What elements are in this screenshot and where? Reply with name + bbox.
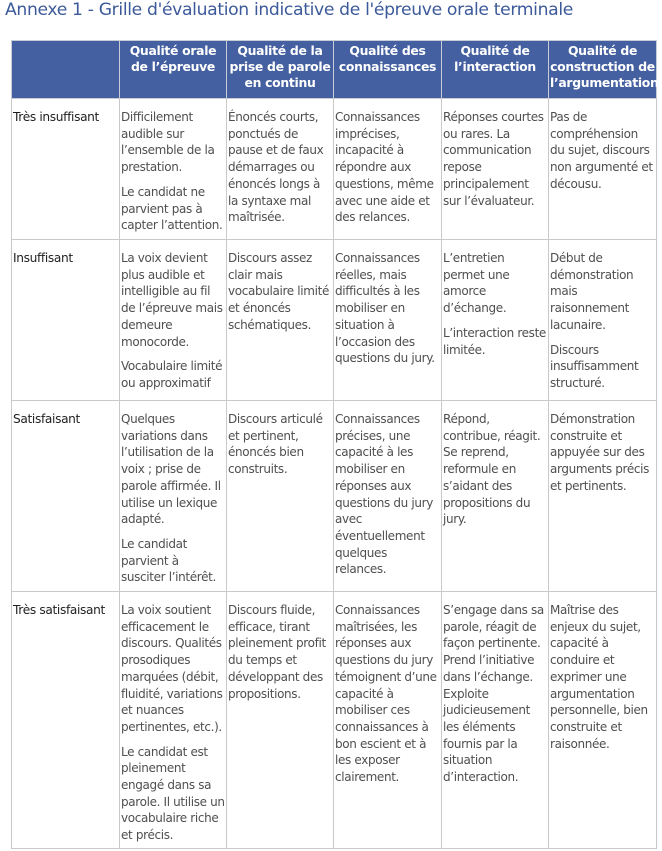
header-knowledge-quality: Qualité des connaissances bbox=[334, 41, 442, 99]
cell-paragraph: Répond, contribue, réagit. Se reprend, reformule en s’aidant des propositions du jury. bbox=[443, 412, 541, 527]
cell-paragraph: Connaissances réelles, mais difficultés à les mobiliser en situation à l’occasion des questions du jury. bbox=[335, 251, 435, 366]
header-corner-cell bbox=[12, 41, 120, 99]
table-row-tres-insuffisant bbox=[12, 99, 657, 240]
criterion-cell bbox=[549, 592, 657, 849]
header-oral-quality: Qualité orale de l’épreuve bbox=[120, 41, 227, 99]
header-continuous-speech-quality: Qualité de la prise de parole en continu bbox=[227, 41, 334, 99]
criterion-cell bbox=[334, 240, 442, 401]
cell-paragraph: Discours fluide, efficace, tirant pleinement profit du temps et développant des propositions. bbox=[228, 603, 326, 701]
criterion-cell bbox=[442, 99, 549, 240]
cell-paragraph: Maîtrise des enjeux du sujet, capacité à conduire et exprimer une argumentation personnelle, bien construite et raisonnée. bbox=[550, 603, 648, 751]
evaluation-grid-table bbox=[11, 40, 657, 849]
criterion-cell bbox=[442, 240, 549, 401]
criterion-cell bbox=[442, 401, 549, 592]
table-row-insuffisant bbox=[12, 240, 657, 401]
cell-paragraph: Vocabulaire limité ou approximatif bbox=[121, 359, 223, 390]
cell-paragraph: Connaissances imprécises, incapacité à répondre aux questions, même avec une aide et des relances. bbox=[335, 110, 434, 225]
cell-paragraph: Le candidat est pleinement engagé dans sa parole. Il utilise un vocabulaire riche et précis. bbox=[121, 744, 225, 843]
cell-paragraph: Le candidat ne parvient pas à capter l’attention. bbox=[121, 184, 223, 233]
level-label-cell: Satisfaisant bbox=[12, 401, 120, 592]
level-label-cell: Insuffisant bbox=[12, 240, 120, 401]
level-label-cell: Très satisfaisant bbox=[12, 592, 120, 849]
criterion-cell bbox=[227, 99, 334, 240]
cell-paragraph: Début de démonstration mais raisonnement lacunaire. bbox=[550, 251, 634, 332]
table-row-satisfaisant bbox=[12, 401, 657, 592]
criterion-cell bbox=[120, 99, 227, 240]
table-row-tres-satisfaisant bbox=[12, 592, 657, 849]
cell-paragraph: Discours assez clair mais vocabulaire limité et énoncés schématiques. bbox=[228, 251, 329, 332]
cell-paragraph: L’interaction reste limitée. bbox=[443, 325, 546, 357]
criterion-cell bbox=[549, 240, 657, 401]
criterion-cell bbox=[442, 592, 549, 849]
document-title: Annexe 1 - Grille d'évaluation indicative de l'épreuve orale terminale bbox=[5, 0, 573, 20]
cell-paragraph: Pas de compréhension du sujet, discours non argumenté et décousu. bbox=[550, 110, 653, 191]
cell-paragraph: La voix devient plus audible et intelligible au fil de l’épreuve mais demeure monocorde. bbox=[121, 251, 223, 349]
cell-paragraph: Énoncés courts, ponctués de pause et de faux démarrages ou énoncés longs à la syntaxe mal maîtrisée. bbox=[228, 110, 324, 225]
criterion-cell bbox=[549, 99, 657, 240]
cell-paragraph: Démonstration construite et appuyée sur des arguments précis et pertinents. bbox=[550, 412, 650, 493]
criterion-cell bbox=[120, 401, 227, 592]
cell-paragraph: L’entretien permet une amorce d’échange. bbox=[443, 251, 510, 316]
criterion-cell bbox=[120, 592, 227, 849]
cell-paragraph: Connaissances précises, une capacité à les mobiliser en réponses aux questions du jury avec éventuellement quelques relances. bbox=[335, 412, 433, 577]
criterion-cell bbox=[227, 401, 334, 592]
criterion-cell bbox=[120, 240, 227, 401]
cell-paragraph: La voix soutient efficacement le discours. Qualités prosodiques marquées (débit, fluidité, variations et nuances pertinentes, etc.). bbox=[121, 603, 223, 734]
criterion-cell bbox=[549, 401, 657, 592]
cell-paragraph: Connaissances maîtrisées, les réponses aux questions du jury témoignent d’une capacité à mobiliser ces connaissances à bon escient et à les exposer clairement. bbox=[335, 603, 437, 785]
header-argumentation-quality: Qualité de construction de l’argumentation bbox=[549, 41, 657, 99]
criterion-cell bbox=[334, 401, 442, 592]
cell-paragraph: S’engage dans sa parole, réagit de façon pertinente. Prend l’initiative dans l’échange. Exploite judicieusement les éléments fournis par la situation d’interaction. bbox=[443, 603, 544, 785]
cell-paragraph: Quelques variations dans l’utilisation de la voix ; prise de parole affirmée. Il utilise un lexique adapté. bbox=[121, 412, 221, 527]
header-interaction-quality: Qualité de l’interaction bbox=[442, 41, 549, 99]
table-header-row bbox=[12, 41, 657, 99]
criterion-cell bbox=[227, 240, 334, 401]
cell-paragraph: Discours insuffisamment structuré. bbox=[550, 342, 639, 390]
criterion-cell bbox=[334, 99, 442, 240]
criterion-cell bbox=[227, 592, 334, 849]
cell-paragraph: Le candidat parvient à susciter l’intérêt. bbox=[121, 536, 216, 585]
cell-paragraph: Discours articulé et pertinent, énoncés bien construits. bbox=[228, 412, 323, 477]
cell-paragraph: Réponses courtes ou rares. La communication repose principalement sur l’évaluateur. bbox=[443, 110, 544, 208]
cell-paragraph: Difficilement audible sur l’ensemble de la prestation. bbox=[121, 110, 215, 175]
level-label-cell: Très insuffisant bbox=[12, 99, 120, 240]
criterion-cell bbox=[334, 592, 442, 849]
